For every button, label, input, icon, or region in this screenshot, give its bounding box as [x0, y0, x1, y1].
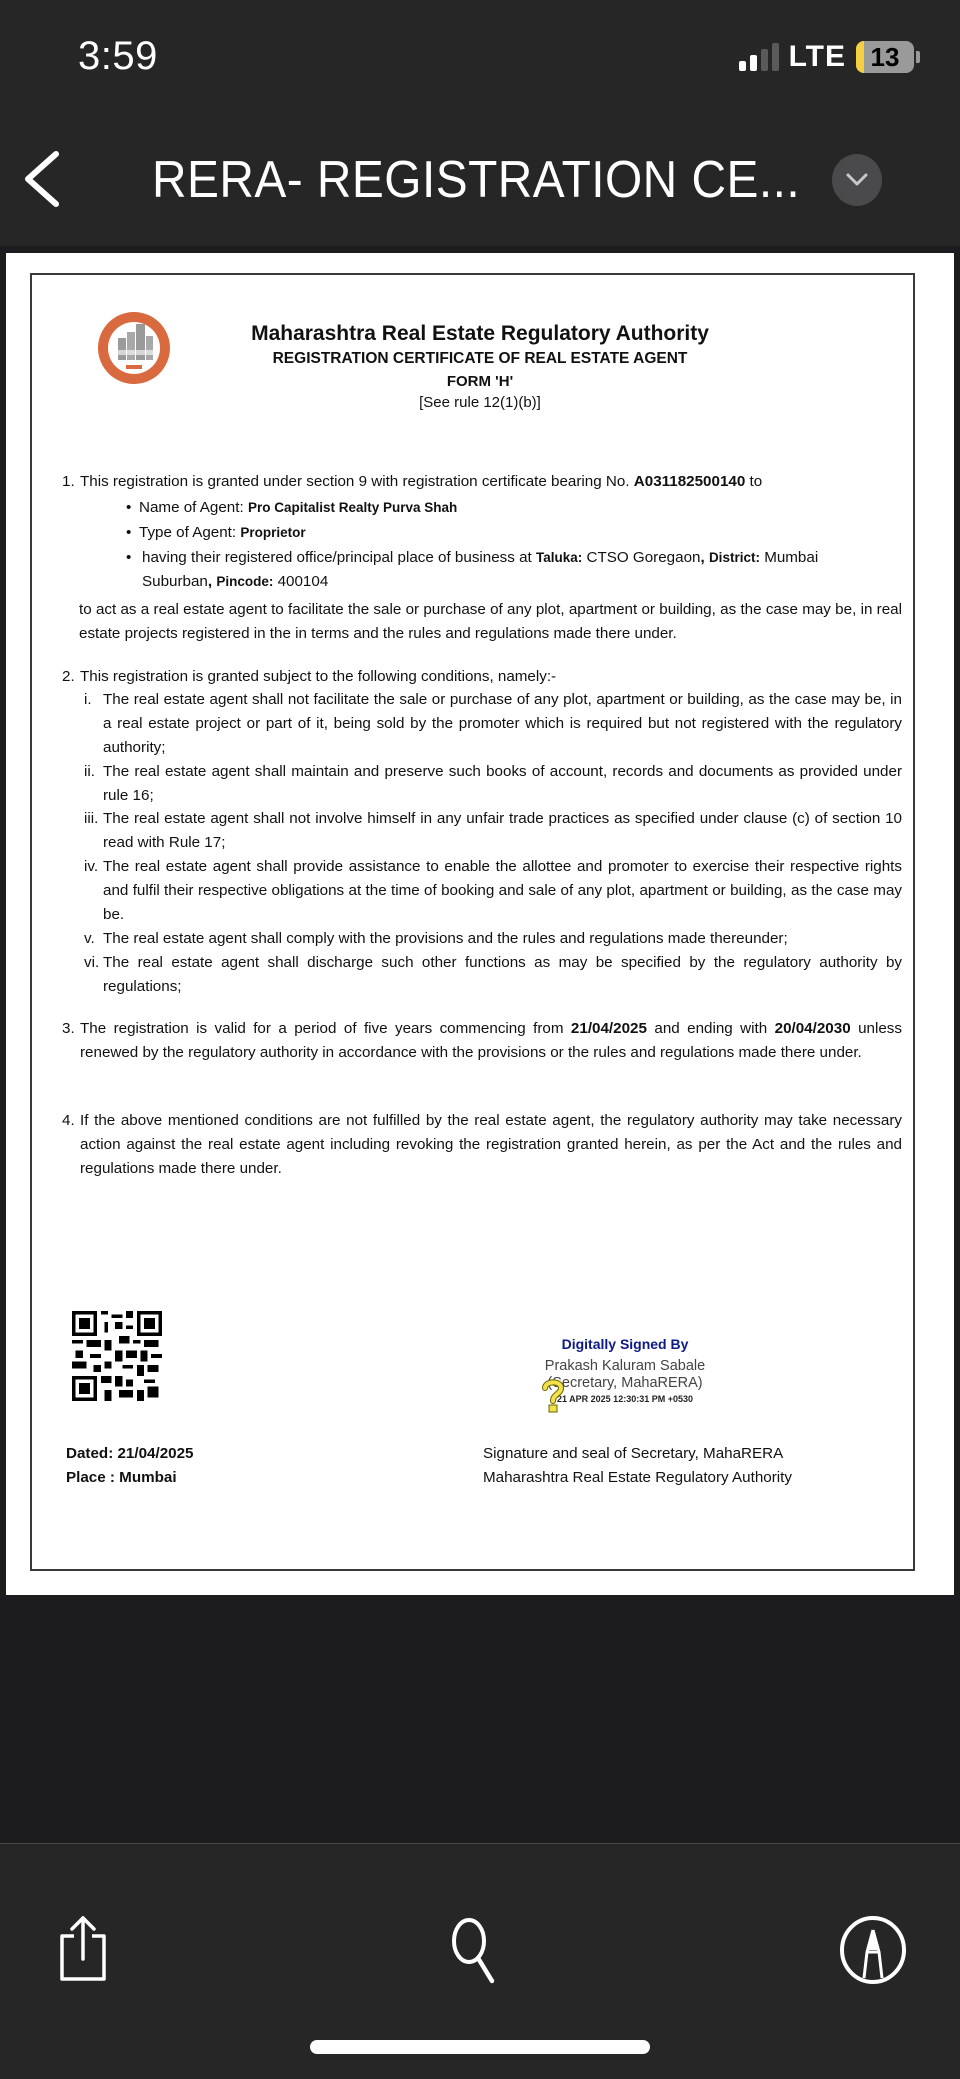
clause-1: 1. This registration is granted under section 9 with registration certificate bearing No. A031182500140 to: [62, 473, 763, 490]
rule-reference: [See rule 12(1)(b)]: [419, 394, 541, 411]
battery-icon: [856, 41, 920, 73]
home-indicator[interactable]: [310, 2040, 650, 2054]
issue-details: [66, 1442, 194, 1490]
cellular-signal-icon: [739, 43, 779, 71]
network-type: LTE: [788, 40, 846, 73]
condition-vi: vi. The real estate agent shall discharge such other functions as may be specified by the regulatory authority by regulations;: [84, 954, 902, 995]
status-time: 3:59: [78, 34, 158, 78]
clause-3: 3. The registration is valid for a period of five years commencing from 21/04/2025 and ending with 20/04/2030 unless renewed by the regulatory authority in accordance with the provisions or the rules and regulations made there under.: [62, 1020, 902, 1061]
condition-i: i. The real estate agent shall not facilitate the sale or purchase of any plot, apartment or building, as the case may be, in a real estate project or part of it, being sold by the promoter which is required but not registered with the regulatory authority;: [84, 691, 902, 756]
form-label: FORM 'H': [446, 373, 514, 390]
markup-button[interactable]: [838, 1914, 908, 1984]
taluka: CTSO Goregaon: [586, 549, 701, 566]
validity-end-date: 20/04/2030: [774, 1020, 851, 1037]
clause-4: 4. If the above mentioned conditions are not fulfilled by the real estate agent, the regulatory authority may take necessary action against the real estate agent including revoking the registration granted herein, as per the Act and the rules and regulations made there under.: [62, 1112, 902, 1177]
pincode: 400104: [277, 573, 329, 590]
signature-timestamp: 21 APR 2025 12:30:31 PM +0530: [556, 1394, 693, 1404]
clause-2: 2. This registration is granted subject to the following conditions, namely:-: [62, 668, 557, 685]
office-address-item: • having their registered office/principal place of business at Taluka: CTSO Goregaon, District: Mumbai Suburban, Pincode: 400104: [126, 549, 819, 590]
district: Mumbai Suburban: [142, 549, 819, 590]
battery-fill: [856, 41, 864, 73]
authority-name: Maharashtra Real Estate Regulatory Authority: [251, 322, 709, 345]
condition-v: v. The real estate agent shall comply with the provisions and the rules and regulations made thereunder;: [84, 930, 788, 947]
agent-name-item: • Name of Agent: Pro Capitalist Realty Purva Shah: [126, 499, 458, 516]
condition-iv: iv. The real estate agent shall provide assistance to enable the allottee and promoter to exercise their respective rights and fulfil their respective obligations at the time of booking and sale of any plot, apartment or building, as the case may be.: [84, 858, 902, 923]
validity-start-date: 21/04/2025: [570, 1020, 647, 1037]
agent-name: Pro Capitalist Realty Purva Shah: [247, 500, 458, 515]
signature-title: Digitally Signed By: [561, 1336, 689, 1352]
condition-ii: ii. The real estate agent shall maintain and preserve such books of account, records and documents as provided under rule 16;: [84, 763, 902, 804]
status-indicators: [739, 40, 920, 74]
battery-level: 13: [870, 41, 900, 72]
search-button[interactable]: [440, 1914, 510, 1984]
back-button[interactable]: [18, 148, 68, 210]
search-icon: [440, 1914, 510, 1984]
share-button[interactable]: [48, 1914, 118, 1984]
chevron-down-icon: [845, 172, 869, 188]
chevron-left-icon: [18, 148, 68, 210]
signature-caption: Signature and seal of Secretary, MahaRERA Maharashtra Real Estate Regulatory Authority: [483, 1445, 792, 1486]
share-icon: [48, 1914, 118, 1984]
top-bar: [0, 0, 960, 246]
agent-type-item: • Type of Agent: Proprietor: [126, 524, 306, 541]
digital-signature[interactable]: [520, 1336, 730, 1404]
markup-pen-icon: [838, 1914, 908, 1984]
certificate-number: A031182500140: [633, 473, 746, 490]
agent-type: Proprietor: [240, 525, 306, 540]
title-menu-button[interactable]: [832, 154, 882, 206]
place: Place : Mumbai: [66, 1469, 177, 1486]
maharera-seal-icon: [96, 310, 172, 386]
signer-role: (Secretary, MahaRERA): [547, 1375, 703, 1391]
qr-code-icon: [72, 1311, 162, 1401]
condition-iii: iii. The real estate agent shall not involve himself in any unfair trade practices as specified under clause (c) of section 10 read with Rule 17;: [84, 810, 902, 851]
certificate-header: [200, 322, 760, 411]
signature-unverified-question-icon: [542, 1378, 564, 1414]
dated: Dated: 21/04/2025: [66, 1445, 194, 1462]
signer-name: Prakash Kaluram Sabale: [544, 1358, 706, 1374]
certificate-title: REGISTRATION CERTIFICATE OF REAL ESTATE AGENT: [272, 350, 688, 367]
clause-1-closing: to act as a real estate agent to facilitate the sale or purchase of any plot, apartment or building, as the case may be, in real estate projects registered in the in terms and the rules and regulations made there under.: [79, 601, 902, 642]
document-title[interactable]: RERA- REGISTRATION CE...: [152, 151, 801, 209]
